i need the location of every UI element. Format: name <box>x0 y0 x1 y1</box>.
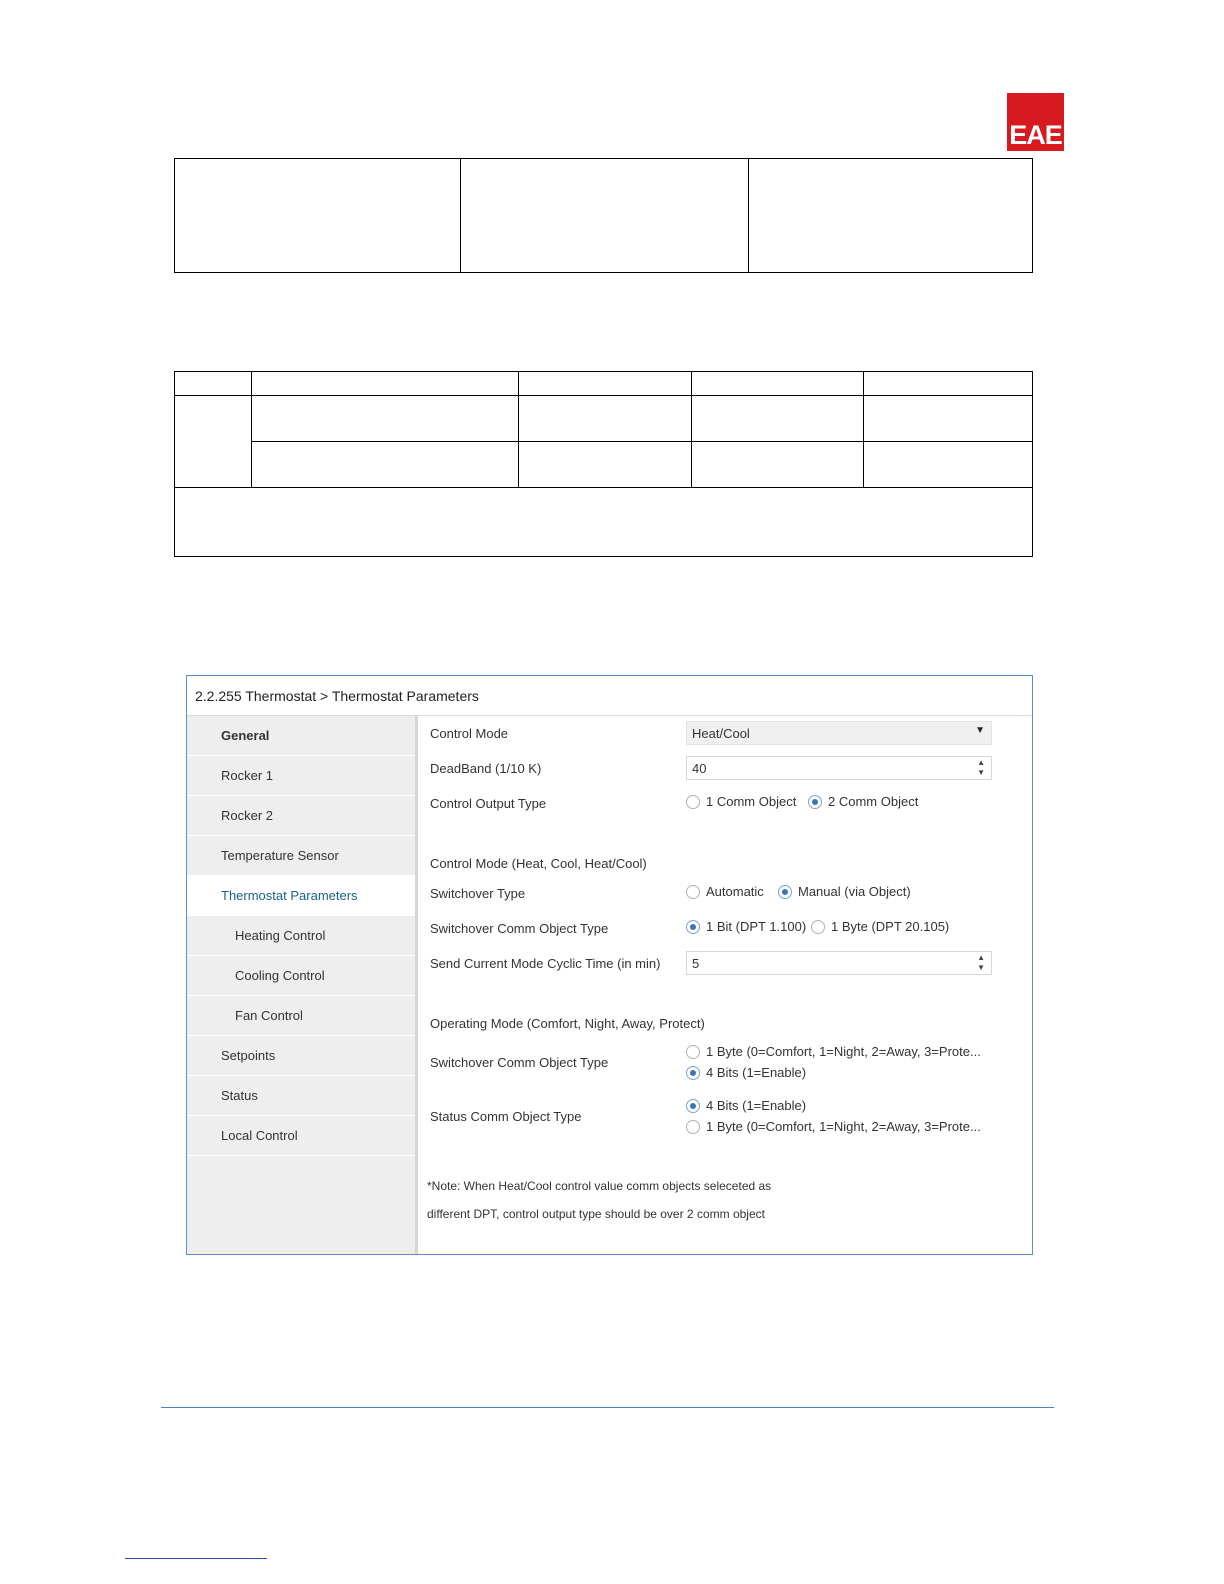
spinner-icon[interactable]: ▲ ▼ <box>977 758 985 777</box>
table-cell <box>175 488 1033 557</box>
sidebar-item-general[interactable]: General <box>187 716 415 756</box>
sidebar <box>187 716 418 1254</box>
radio-1-byte[interactable] <box>811 919 949 934</box>
table-cell <box>175 372 252 396</box>
radio-icon <box>686 885 700 899</box>
deadband-value: 40 <box>692 760 707 776</box>
deadband-input[interactable] <box>686 756 992 780</box>
section-operating-mode-heading: Operating Mode (Comfort, Night, Away, Protect) <box>430 1016 705 1031</box>
sidebar-item-status[interactable]: Status <box>187 1076 415 1116</box>
send-cyclic-time-input[interactable] <box>686 951 992 975</box>
sidebar-item-rocker-2[interactable]: Rocker 2 <box>187 796 415 836</box>
table-cell <box>461 159 749 273</box>
window-title: 2.2.255 Thermostat > Thermostat Parameters <box>187 676 1032 716</box>
sidebar-item-setpoints[interactable]: Setpoints <box>187 1036 415 1076</box>
radio-icon <box>686 795 700 809</box>
window-body <box>187 716 1032 1254</box>
document-table-2 <box>174 371 1033 557</box>
control-output-type-label: Control Output Type <box>430 796 547 811</box>
option-label: 1 Byte (0=Comfort, 1=Night, 2=Away, 3=Prote... <box>706 1044 981 1059</box>
parameter-panel <box>418 716 1032 1254</box>
logo-text: EAE <box>1009 120 1062 150</box>
deadband-label: DeadBand (1/10 K) <box>430 761 542 776</box>
radio-2-comm-object[interactable] <box>808 794 918 809</box>
chevron-down-icon: ▼ <box>975 725 985 736</box>
table-cell <box>864 396 1033 442</box>
table-cell <box>252 372 519 396</box>
sidebar-item-local-control[interactable]: Local Control <box>187 1116 415 1156</box>
radio-icon <box>811 920 825 934</box>
radio-selected-icon <box>778 885 792 899</box>
table-cell <box>749 159 1033 273</box>
section-control-mode-heading: Control Mode (Heat, Cool, Heat/Cool) <box>430 856 647 871</box>
option-label: Manual (via Object) <box>798 884 911 899</box>
radio-1-comm-object[interactable] <box>686 794 796 809</box>
table-cell <box>864 372 1033 396</box>
control-mode-label: Control Mode <box>430 726 509 741</box>
ets-parameter-window <box>186 675 1033 1255</box>
footer-link-underline <box>125 1558 267 1559</box>
radio-op-1-byte[interactable] <box>686 1044 981 1059</box>
control-mode-value: Heat/Cool <box>692 725 750 741</box>
sidebar-item-temperature-sensor[interactable]: Temperature Sensor <box>187 836 415 876</box>
sidebar-item-cooling-control[interactable]: Cooling Control <box>187 956 415 996</box>
status-comm-object-type-label: Status Comm Object Type <box>430 1109 582 1124</box>
option-label: 1 Byte (DPT 20.105) <box>831 919 950 934</box>
radio-selected-icon <box>686 1099 700 1113</box>
sidebar-item-rocker-1[interactable]: Rocker 1 <box>187 756 415 796</box>
option-label: 4 Bits (1=Enable) <box>706 1065 807 1080</box>
table-cell <box>175 159 461 273</box>
control-mode-select[interactable] <box>686 721 992 745</box>
table-cell <box>519 372 692 396</box>
footer-divider <box>161 1407 1054 1408</box>
radio-selected-icon <box>808 795 822 809</box>
table-cell <box>864 442 1033 488</box>
sidebar-item-thermostat-parameters[interactable]: Thermostat Parameters <box>187 876 415 916</box>
radio-icon <box>686 1120 700 1134</box>
option-label: 1 Comm Object <box>706 794 797 809</box>
table-cell <box>692 372 864 396</box>
send-cyclic-time-value: 5 <box>692 955 700 971</box>
radio-automatic[interactable] <box>686 884 764 899</box>
radio-op-4-bits[interactable] <box>686 1065 806 1080</box>
table-cell <box>519 396 692 442</box>
table-cell <box>692 396 864 442</box>
radio-1-bit[interactable] <box>686 919 806 934</box>
table-cell <box>252 396 519 442</box>
sidebar-item-heating-control[interactable]: Heating Control <box>187 916 415 956</box>
switchover-type-label: Switchover Type <box>430 886 526 901</box>
spinner-icon[interactable]: ▲ ▼ <box>977 953 985 972</box>
radio-icon <box>686 1045 700 1059</box>
option-label: 1 Byte (0=Comfort, 1=Night, 2=Away, 3=Prote... <box>706 1119 981 1134</box>
eae-logo <box>1007 93 1064 151</box>
sidebar-item-fan-control[interactable]: Fan Control <box>187 996 415 1036</box>
op-switchover-comm-object-type-label: Switchover Comm Object Type <box>430 1055 609 1070</box>
radio-status-1-byte[interactable] <box>686 1119 981 1134</box>
switchover-comm-object-type-label: Switchover Comm Object Type <box>430 921 609 936</box>
document-table-1 <box>174 158 1033 273</box>
radio-selected-icon <box>686 1066 700 1080</box>
table-cell <box>519 442 692 488</box>
option-label: 2 Comm Object <box>828 794 919 809</box>
send-cyclic-time-label: Send Current Mode Cyclic Time (in min) <box>430 956 661 971</box>
table-cell <box>252 442 519 488</box>
note-line-2: different DPT, control output type should be over 2 comm object <box>427 1207 765 1221</box>
radio-selected-icon <box>686 920 700 934</box>
radio-manual-via-object[interactable] <box>778 884 911 899</box>
note-line-1: *Note: When Heat/Cool control value comm objects seleceted as <box>427 1179 772 1193</box>
option-label: 4 Bits (1=Enable) <box>706 1098 807 1113</box>
option-label: 1 Bit (DPT 1.100) <box>706 919 807 934</box>
radio-status-4-bits[interactable] <box>686 1098 806 1113</box>
table-cell <box>175 396 252 488</box>
table-cell <box>692 442 864 488</box>
option-label: Automatic <box>706 884 764 899</box>
